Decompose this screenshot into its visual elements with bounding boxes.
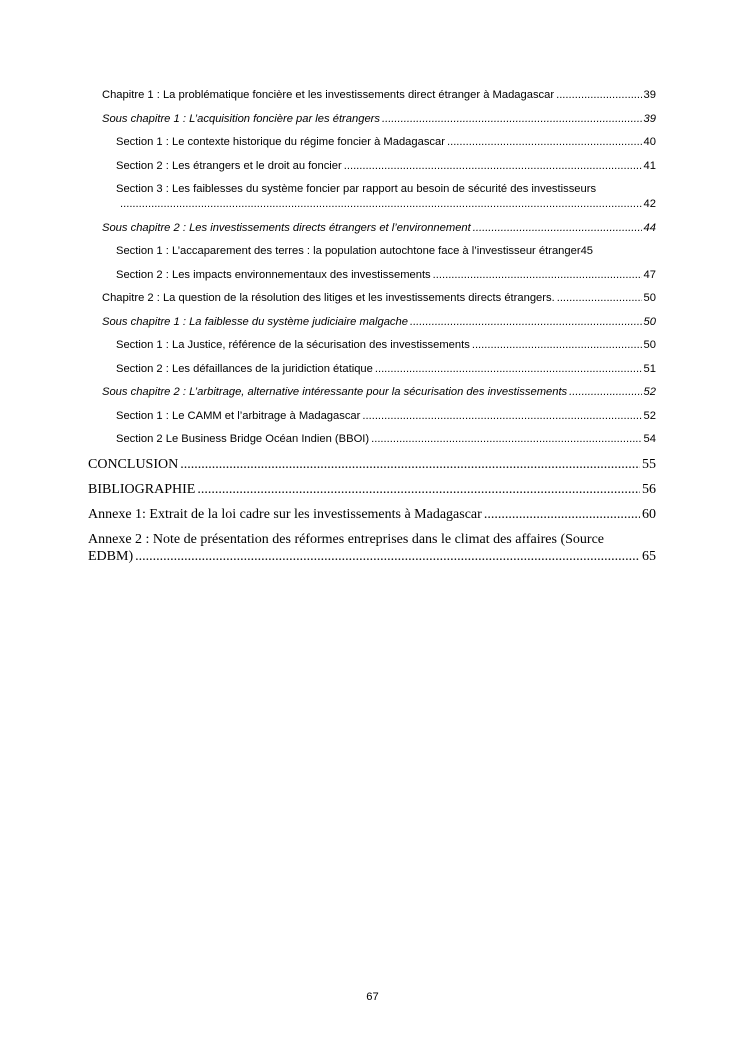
dot-leader [371,432,641,447]
toc-entry-page: 45 [580,245,594,257]
toc-entry-title: Chapitre 2 : La question de la résolution des litiges et les investissements directs étrangers. [102,292,555,304]
table-of-contents [88,88,656,565]
toc-entry-title: BIBLIOGRAPHIE [88,481,196,497]
toc-entry-sous-chapitre-1[interactable] [88,112,656,127]
toc-entry-page: 41 [643,159,656,172]
toc-entry-annexe-1[interactable] [88,506,656,523]
toc-entry-page: 39 [643,112,656,125]
toc-entry-section-1[interactable] [88,135,656,150]
toc-entry-page: 40 [643,136,656,148]
dot-leader [569,385,641,400]
dot-leader [472,338,642,353]
toc-entry-title: Section 3 : Les faiblesses du système foncier par rapport au besoin de sécurité des investisseurs [116,183,597,195]
dot-leader [484,506,640,523]
dot-leader [375,362,642,377]
toc-entry-page: 60 [642,506,656,522]
toc-entry-title: Annexe 1: Extrait de la loi cadre sur les investissements à Madagascar [88,506,482,522]
toc-entry-title: Section 1 : Le contexte historique du régime foncier à Madagascar [116,136,445,148]
toc-entry-page: 55 [642,456,656,472]
toc-entry-title: Chapitre 1 : La problématique foncière et les investissements direct étranger à Madagascar [102,89,555,101]
dot-leader [362,409,641,424]
toc-entry-section-2[interactable] [88,159,656,174]
toc-entry-title: Sous chapitre 1 : L’acquisition foncière par les étrangers [102,112,380,125]
toc-entry-sous-chapitre-2[interactable] [88,385,656,400]
toc-entry-page: 47 [643,268,656,281]
toc-entry-title: Section 2 : Les étrangers et le droit au foncier [116,159,342,172]
toc-entry-title: Sous chapitre 2 : Les investissements directs étrangers et l’environnement [102,221,471,234]
toc-entry-page: 44 [643,221,656,234]
toc-entry-title: Section 1 : Le CAMM et l’arbitrage à Madagascar [116,409,361,422]
toc-entry-annexe-2[interactable] [88,531,656,565]
toc-entry-title: Section 1 : La Justice, référence de la sécurisation des investissements [116,339,470,351]
toc-entry-chapitre-2[interactable] [88,291,656,306]
dot-leader [410,315,642,330]
dot-leader [197,481,640,498]
toc-entry-page: 42 [643,198,656,210]
dot-leader [382,112,642,127]
toc-entry-section-2[interactable] [88,268,656,283]
toc-entry-page: 50 [643,315,656,328]
dot-leader [344,159,642,174]
toc-entry-title: Section 2 : Les défaillances de la juridiction étatique [116,362,373,375]
toc-entry-section-1[interactable] [88,409,656,424]
toc-entry-section-2[interactable] [88,362,656,377]
toc-entry-section-3[interactable] [88,182,656,212]
toc-entry-title-continuation: EDBM) [88,548,134,564]
toc-entry-conclusion[interactable] [88,456,656,473]
toc-entry-title: Section 1 : L’accaparement des terres : la population autochtone face à l’investisseur étranger [116,245,581,257]
toc-entry-page: 65 [642,548,656,564]
toc-entry-chapitre-1[interactable] [88,88,656,103]
dot-leader [180,456,640,473]
toc-entry-page: 52 [643,386,656,398]
toc-entry-title: Annexe 2 : Note de présentation des réformes entreprises dans le climat des affaires (Source [88,531,604,547]
toc-entry-sous-chapitre-2[interactable] [88,221,656,236]
dot-leader [557,291,642,306]
toc-entry-section-2[interactable] [88,432,656,447]
toc-entry-title: Section 2 : Les impacts environnementaux des investissements [116,268,431,281]
toc-entry-page: 39 [643,89,656,101]
toc-entry-title: CONCLUSION [88,456,179,472]
toc-entry-page: 52 [643,409,656,422]
toc-entry-sous-chapitre-1[interactable] [88,315,656,330]
toc-entry-page: 50 [643,339,656,351]
toc-entry-section-1[interactable] [88,338,656,353]
dot-leader [556,88,641,103]
toc-entry-title: Sous chapitre 1 : La faiblesse du système judiciaire malgache [102,315,408,328]
dot-leader [120,197,642,212]
dot-leader [135,548,640,565]
toc-entry-title: Sous chapitre 2 : L’arbitrage, alternative intéressante pour la sécurisation des investissements [102,386,568,398]
toc-entry-page: 51 [643,362,656,375]
toc-entry-title: Section 2 Le Business Bridge Océan Indien (BBOI) [116,433,370,445]
toc-entry-page: 54 [643,433,656,445]
toc-entry-page: 56 [642,481,656,497]
toc-entry-bibliographie[interactable] [88,481,656,498]
toc-entry-section-1[interactable] [88,244,656,259]
dot-leader [447,135,642,150]
page-number: 67 [366,991,379,1003]
dot-leader [433,268,642,283]
dot-leader [473,221,642,236]
toc-entry-page: 50 [643,292,656,304]
